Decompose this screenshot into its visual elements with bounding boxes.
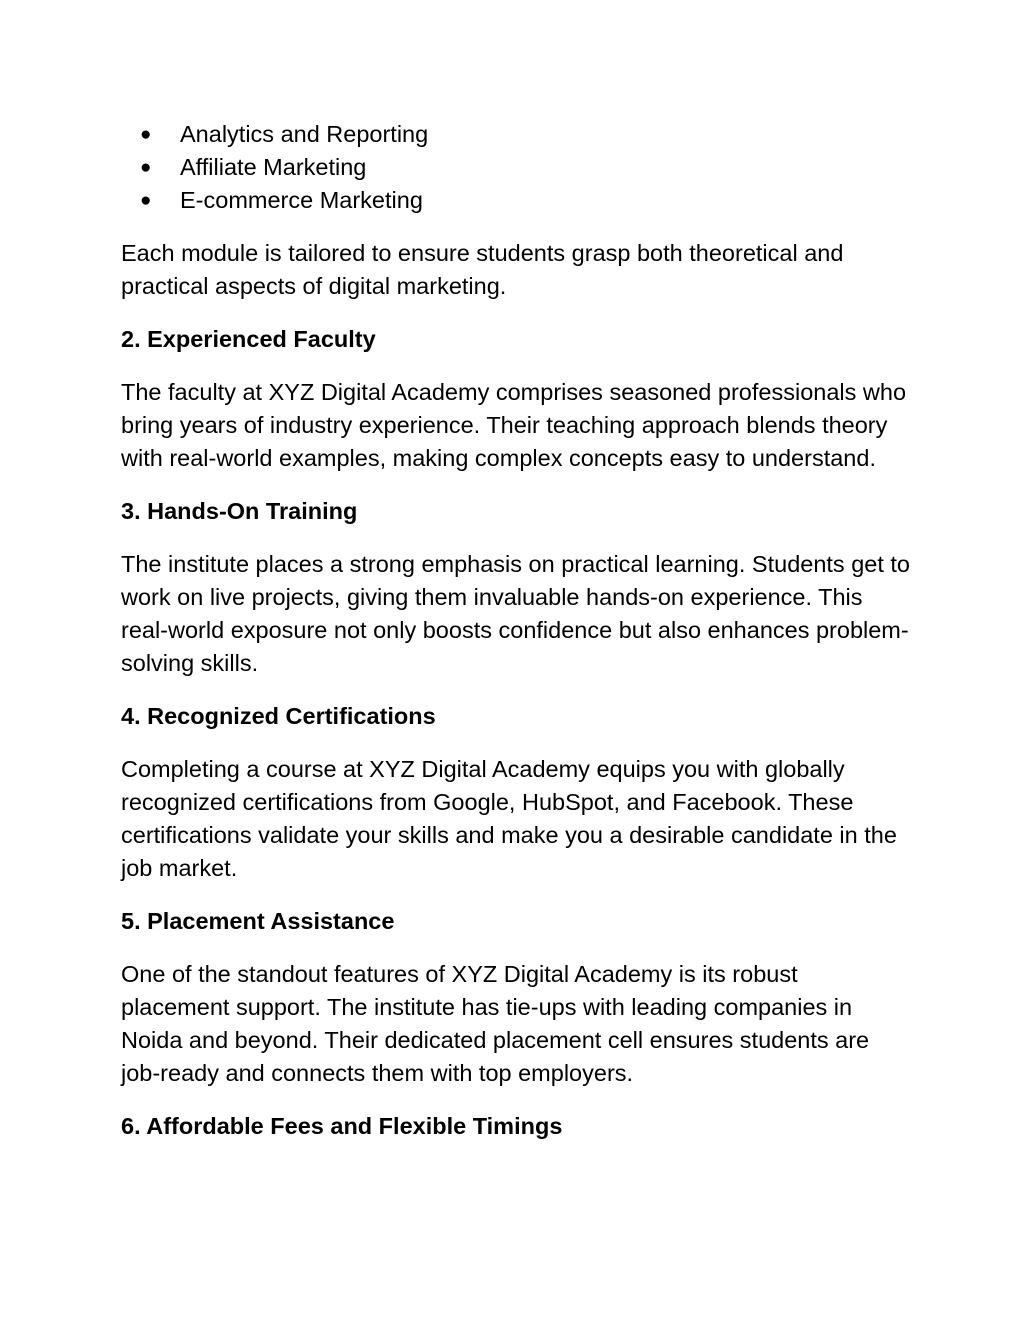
intro-paragraph: Each module is tailored to ensure students grasp both theoretical and practical aspects of digital marketing.	[121, 240, 844, 299]
list-item	[121, 118, 911, 151]
list-item-text: Affiliate Marketing	[180, 154, 367, 180]
list-item-text: E-commerce Marketing	[180, 187, 423, 213]
section-heading-fees: 6. Affordable Fees and Flexible Timings	[121, 1113, 563, 1139]
list-item	[121, 184, 911, 217]
section-heading-placement: 5. Placement Assistance	[121, 908, 395, 934]
module-bullet-list	[121, 118, 911, 217]
list-item	[121, 151, 911, 184]
section-body-training: The institute places a strong emphasis on practical learning. Students get to work on live projects, giving them invaluable hands-on experience. This real-world exposure not only boosts confidence but also enhances problem-solving skills.	[121, 551, 911, 676]
section-body-placement: One of the standout features of XYZ Digital Academy is its robust placement support. The institute has tie-ups with leading companies in Noida and beyond. Their dedicated placement cell ensures students are job-ready and connects them with top employers.	[121, 961, 870, 1086]
section-heading-faculty: 2. Experienced Faculty	[121, 326, 376, 352]
section-body-faculty: The faculty at XYZ Digital Academy comprises seasoned professionals who bring years of industry experience. Their teaching approach blends theory with real-world examples, making complex concepts easy to understand.	[121, 379, 907, 471]
bullet-icon: ●	[140, 190, 152, 211]
bullet-icon: ●	[140, 124, 152, 145]
document-page	[121, 118, 911, 1143]
section-heading-training: 3. Hands-On Training	[121, 498, 358, 524]
section-body-certifications: Completing a course at XYZ Digital Academy equips you with globally recognized certifications from Google, HubSpot, and Facebook. These certifications validate your skills and make you a desirable candidate in the job market.	[121, 756, 897, 881]
list-item-text: Analytics and Reporting	[180, 121, 429, 147]
bullet-icon: ●	[140, 157, 152, 178]
section-heading-certifications: 4. Recognized Certifications	[121, 703, 436, 729]
